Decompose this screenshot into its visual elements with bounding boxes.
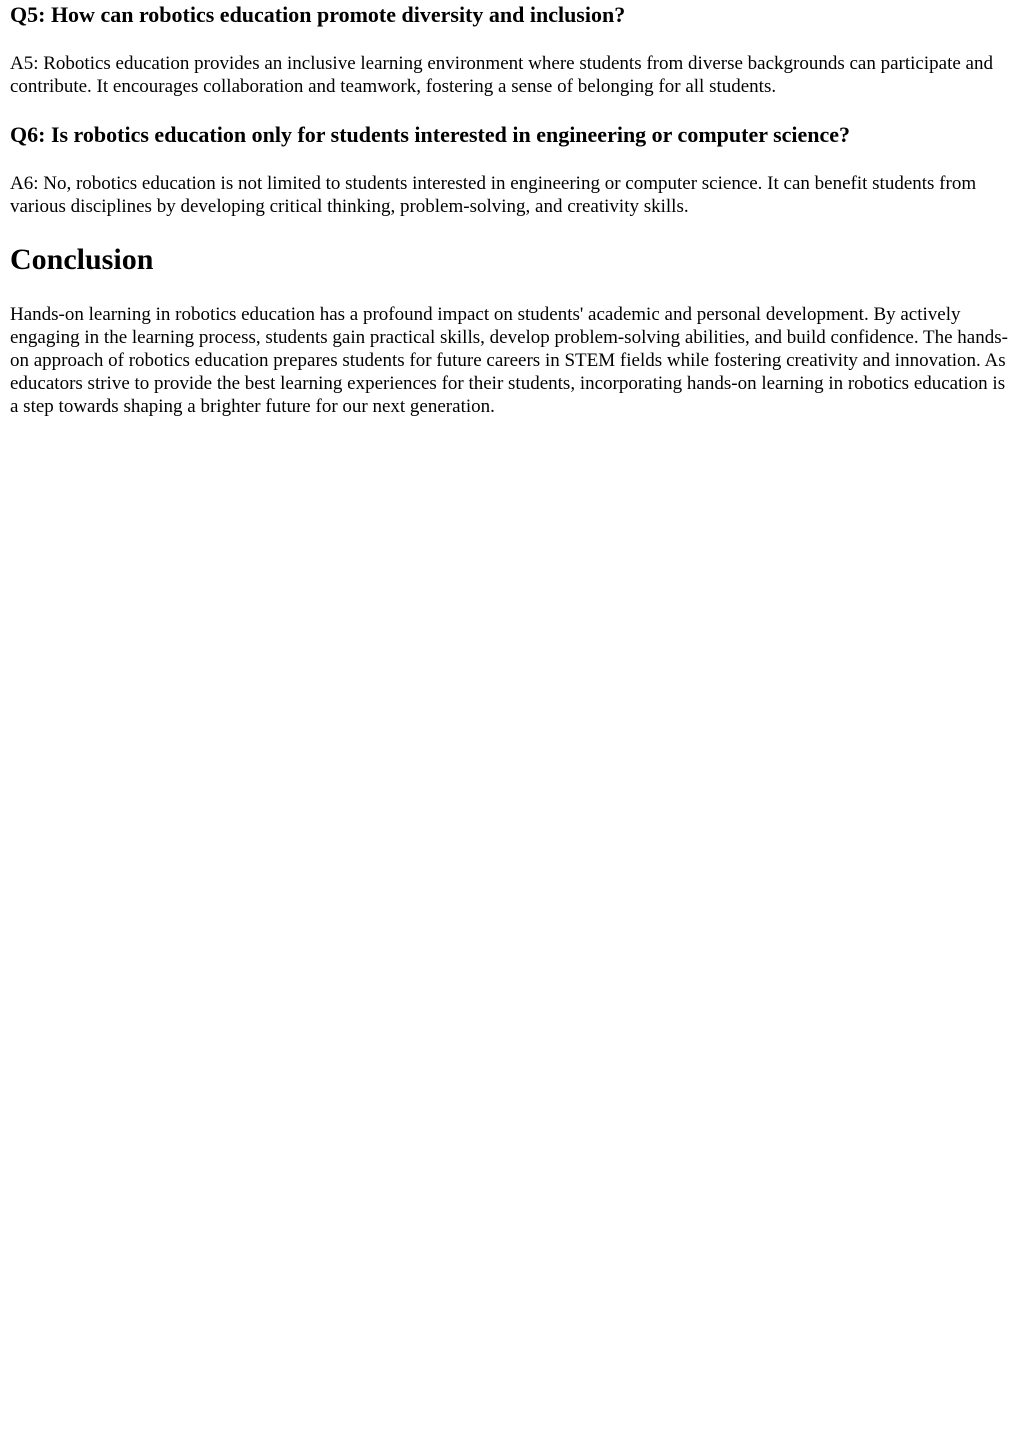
conclusion-paragraph: Hands-on learning in robotics education has a profound impact on students' academic and personal development. By actively engaging in the learning process, students gain practical skills, develop problem-solving abilities, and build confidence. The hands-on approach of robotics education prepares students for future careers in STEM fields while fostering creativity and innovation. As educators strive to provide the best learning experiences for their students, incorporating hands-on learning in robotics education is a step towards shaping a brighter future for our next generation. bbox=[10, 304, 1008, 417]
faq-question-q5: Q5: How can robotics education promote diversity and inclusion? bbox=[10, 2, 626, 27]
conclusion-section bbox=[10, 243, 1014, 418]
conclusion-heading: Conclusion bbox=[10, 243, 154, 276]
faq-question-q6: Q6: Is robotics education only for students interested in engineering or computer science? bbox=[10, 122, 851, 147]
faq-answer-a5: A5: Robotics education provides an inclusive learning environment where students from diverse backgrounds can participate and contribute. It encourages collaboration and teamwork, fostering a sense of belonging for all students. bbox=[10, 53, 993, 97]
faq-section bbox=[10, 0, 1014, 218]
faq-answer-a6: A6: No, robotics education is not limited to students interested in engineering or computer science. It can benefit students from various disciplines by developing critical thinking, problem-solving, and creativity skills. bbox=[10, 173, 977, 217]
article-page bbox=[0, 0, 1024, 418]
